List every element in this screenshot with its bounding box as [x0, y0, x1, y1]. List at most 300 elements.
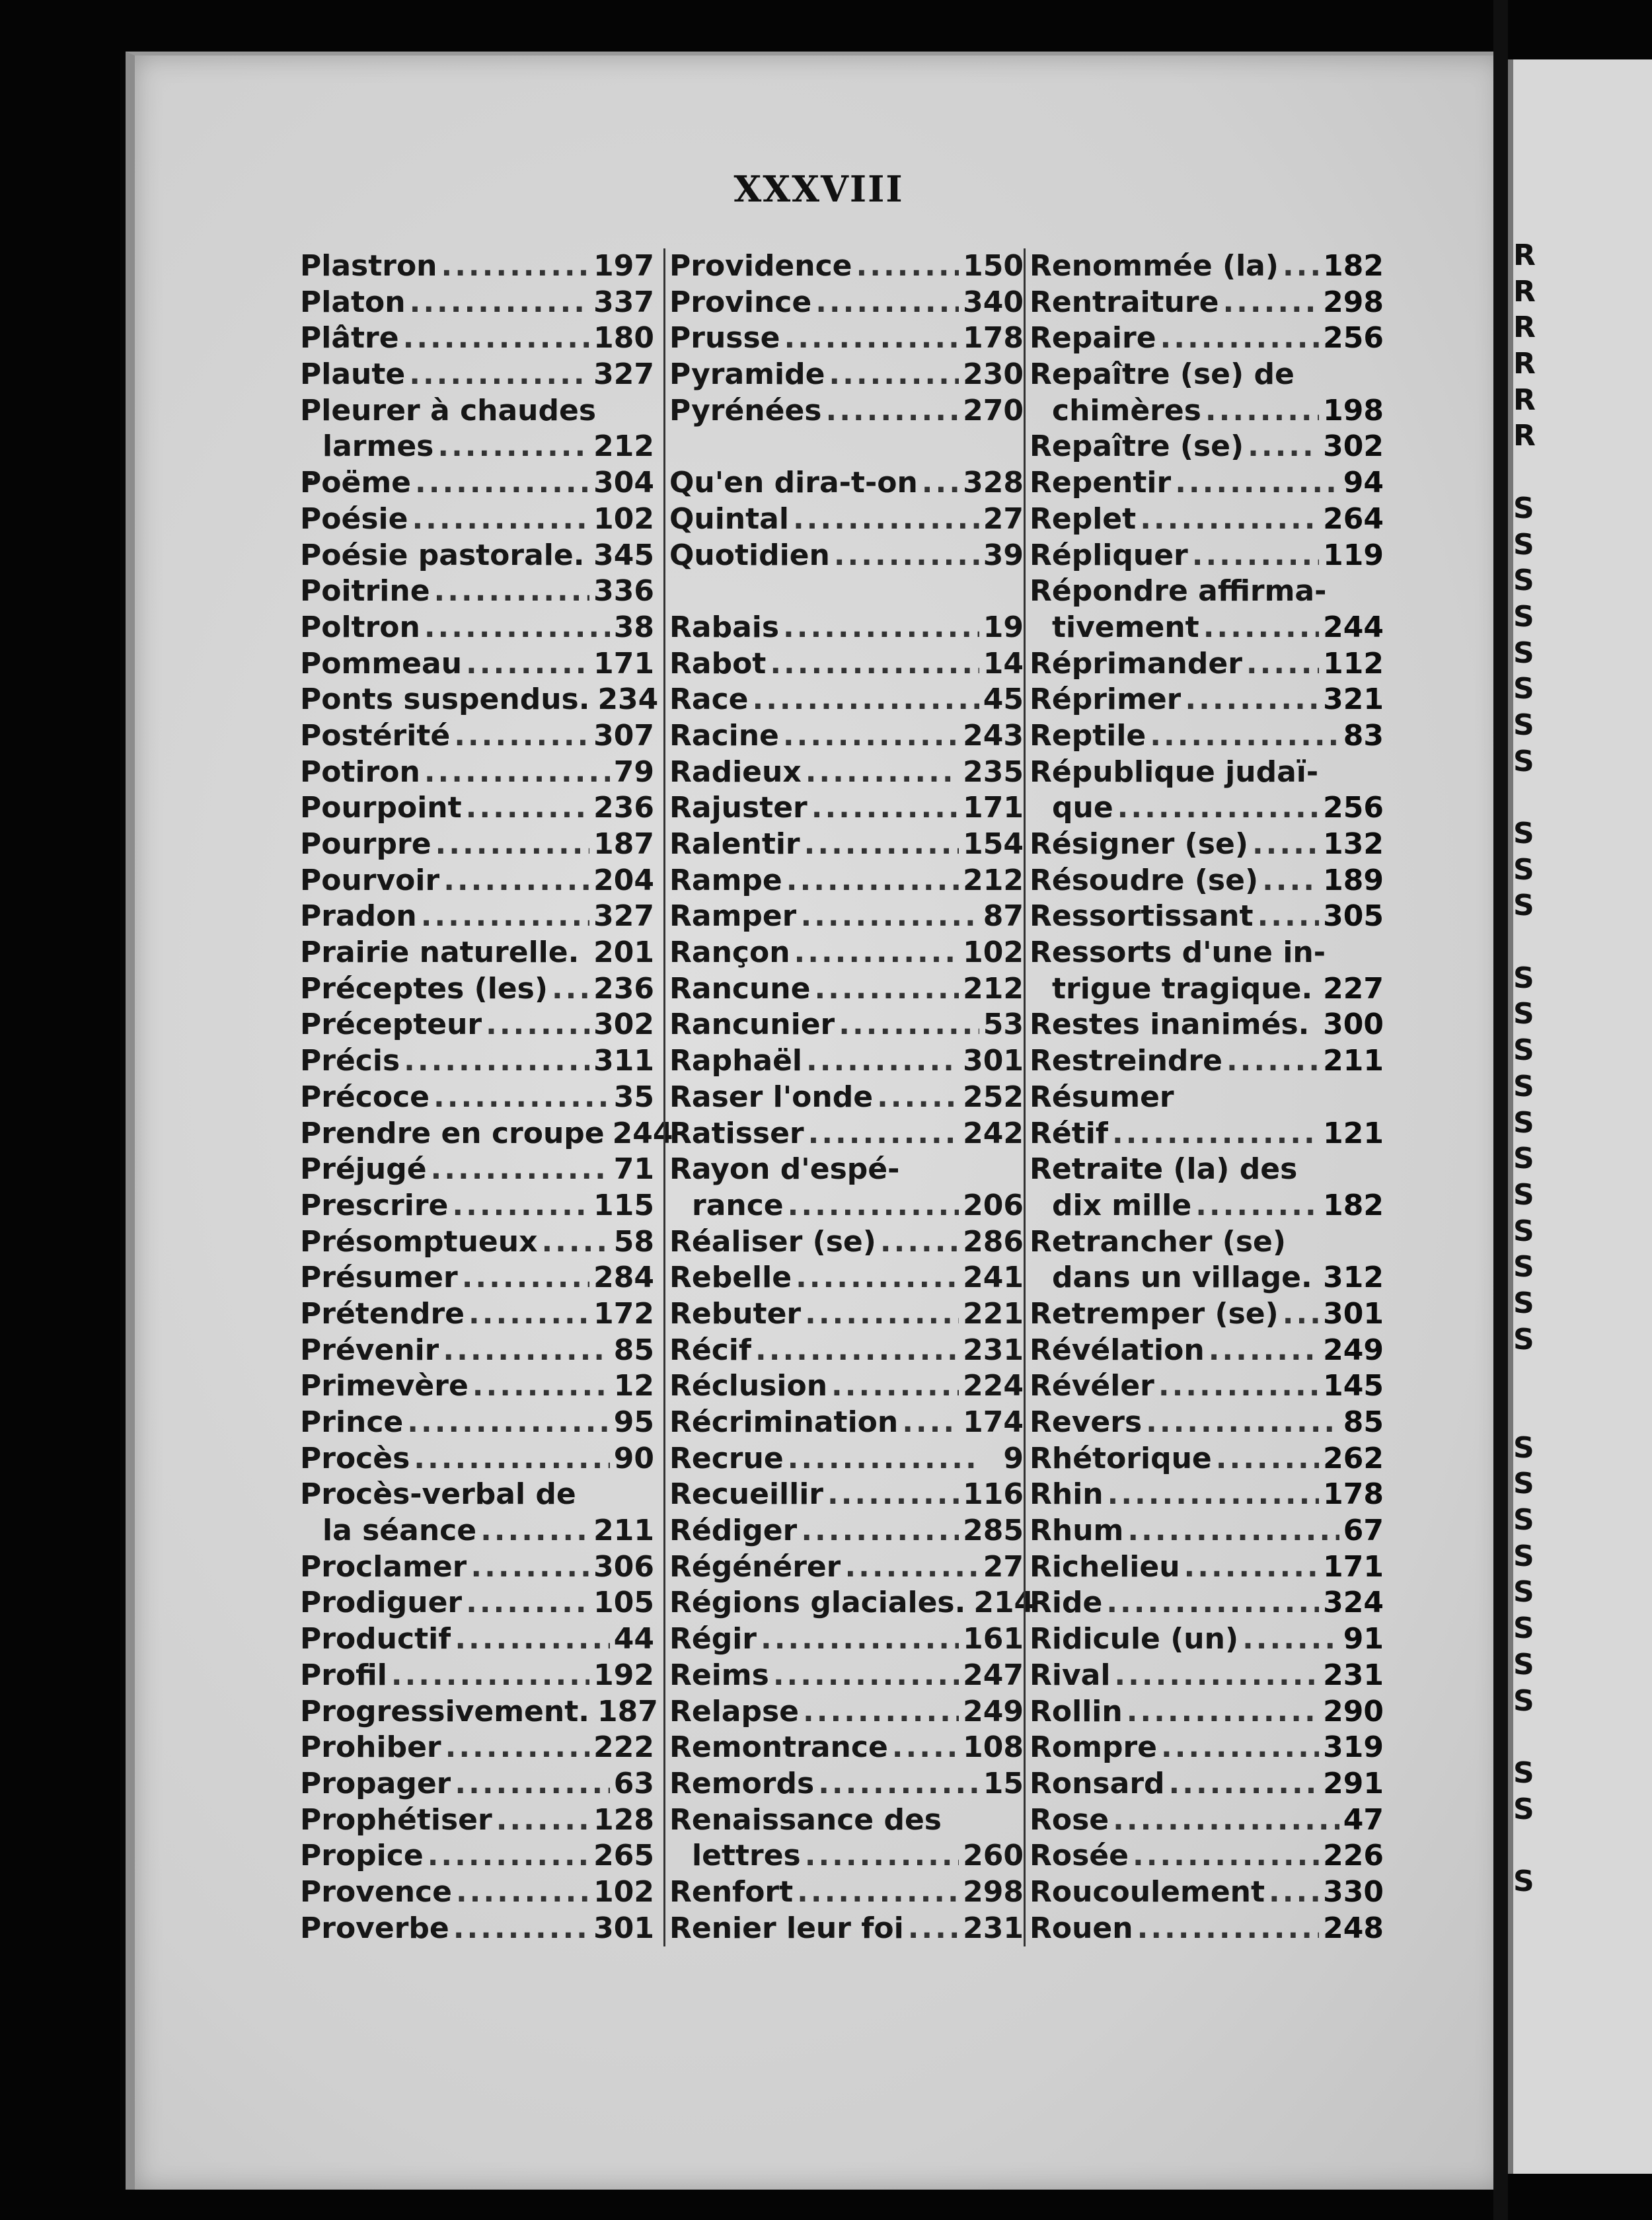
leader-dots	[1262, 863, 1319, 899]
entry-page-number: 227	[1323, 971, 1384, 1006]
entry-page-number: 312	[1323, 1261, 1384, 1295]
index-entry	[669, 1188, 1024, 1224]
leader-dots	[541, 1224, 609, 1261]
entry-term: Rançon	[669, 936, 790, 970]
index-entry	[669, 429, 1024, 465]
facing-page-letter: S	[1513, 564, 1534, 598]
leader-dots	[783, 610, 979, 646]
entry-term: Rebelle	[669, 1261, 792, 1295]
entry-page-number: 171	[1323, 1549, 1384, 1584]
page-folio: XXXVIII	[733, 168, 904, 210]
entry-page-number: 27	[983, 501, 1024, 536]
entry-term: Pyrénées	[669, 393, 822, 427]
leader-dots	[770, 646, 979, 683]
facing-page-letter: S	[1513, 527, 1534, 562]
facing-page-letter: S	[1513, 852, 1534, 887]
entry-term: Repaire	[1030, 321, 1156, 355]
index-entry	[300, 320, 654, 357]
entry-page-number: 285	[963, 1514, 1024, 1548]
leader-dots	[421, 899, 589, 935]
entry-term: Reptile	[1030, 718, 1146, 753]
index-entry	[1030, 320, 1384, 357]
entry-term: Ponts suspendus.	[300, 683, 590, 717]
entry-term: Revers	[1030, 1405, 1143, 1439]
index-entry	[1030, 1694, 1384, 1730]
entry-page-number: 262	[1323, 1441, 1384, 1475]
facing-page-letter: R	[1513, 239, 1536, 272]
entry-page-number: 85	[613, 1333, 654, 1367]
entry-page-number: 150	[963, 249, 1024, 283]
leader-dots	[391, 1658, 589, 1694]
entry-term: Pommeau	[300, 646, 463, 681]
leader-dots	[827, 1477, 959, 1513]
entry-term: Pourvoir	[300, 863, 440, 897]
entry-term: Ride	[1030, 1586, 1103, 1620]
entry-page-number: 197	[593, 249, 654, 283]
facing-page-letter: S	[1513, 1575, 1534, 1610]
index-entry	[669, 248, 1024, 285]
facing-page-letter: S	[1513, 1864, 1534, 1898]
entry-page-number: 231	[1323, 1658, 1384, 1692]
entry-term: Révéler	[1030, 1369, 1154, 1403]
entry-term: Poésie	[300, 501, 408, 536]
entry-term: Radieux	[669, 755, 802, 789]
entry-page-number: 242	[963, 1116, 1024, 1150]
entry-page-number: 112	[1323, 646, 1384, 681]
entry-term: rance	[692, 1188, 784, 1222]
entry-term: Poitrine	[300, 574, 430, 609]
leader-dots	[1192, 538, 1319, 574]
index-entry	[300, 465, 654, 501]
entry-term: Ridicule (un)	[1030, 1622, 1239, 1656]
entry-page-number: 63	[613, 1766, 654, 1800]
leader-dots	[808, 1116, 959, 1152]
facing-page-letter: S	[1513, 997, 1534, 1031]
index-entry	[300, 718, 654, 755]
entry-term: Réclusion	[669, 1369, 828, 1403]
entry-term: Recrue	[669, 1441, 784, 1475]
entry-page-number: 301	[1323, 1296, 1384, 1331]
leader-dots	[1127, 1694, 1319, 1730]
index-entry	[300, 1730, 654, 1766]
leader-dots	[455, 1621, 609, 1658]
index-entry	[300, 1224, 654, 1261]
entry-page-number: 85	[1343, 1405, 1384, 1439]
leader-dots	[428, 1838, 589, 1874]
entry-term: Prodiguer	[300, 1586, 463, 1620]
leader-dots	[480, 1513, 589, 1549]
entry-page-number: 178	[963, 321, 1024, 355]
entry-page-number: 265	[593, 1839, 654, 1873]
index-entry	[1030, 429, 1384, 465]
entry-term: Rancunier	[669, 1008, 835, 1042]
index-entry	[669, 357, 1024, 393]
entry-term: Recueillir	[669, 1477, 823, 1512]
entry-page-number: 154	[963, 827, 1024, 861]
index-entry	[1030, 1405, 1384, 1441]
entry-page-number: 236	[593, 791, 654, 825]
leader-dots	[1283, 248, 1319, 285]
index-entry	[300, 393, 654, 429]
entry-page-number: 307	[593, 718, 654, 753]
facing-page-letter: S	[1513, 708, 1534, 742]
facing-page-letter: R	[1513, 347, 1536, 381]
facing-page-letter	[1513, 1358, 1553, 1394]
entry-page-number: 249	[963, 1694, 1024, 1728]
entry-term: Provence	[300, 1874, 452, 1909]
leader-dots	[845, 1549, 979, 1586]
entry-page-number: 291	[1323, 1766, 1384, 1800]
entry-page-number: 182	[1323, 1188, 1384, 1222]
index-entry	[300, 971, 654, 1008]
entry-page-number: 115	[593, 1188, 654, 1222]
leader-dots	[880, 1224, 959, 1261]
entry-page-number: 270	[963, 393, 1024, 427]
facing-page-letter: S	[1513, 889, 1534, 923]
index-column-1	[300, 248, 673, 1946]
facing-page-letter: S	[1513, 1214, 1534, 1248]
entry-page-number: 256	[1323, 321, 1384, 355]
leader-dots	[1150, 718, 1339, 755]
leader-dots	[443, 1333, 609, 1369]
index-entry	[669, 1911, 1024, 1947]
entry-page-number: 306	[593, 1549, 654, 1584]
index-entry	[300, 1007, 654, 1043]
entry-term: Prohiber	[300, 1730, 441, 1765]
index-entry	[1030, 393, 1384, 429]
index-entry	[669, 1368, 1024, 1405]
entry-page-number: 44	[613, 1622, 654, 1656]
index-entry	[300, 1585, 654, 1621]
entry-page-number: 284	[593, 1261, 654, 1295]
entry-page-number: 119	[1323, 538, 1384, 572]
entry-term: trigue tragique.	[1052, 971, 1313, 1006]
index-entry	[300, 1621, 654, 1658]
entry-term: Renommée (la)	[1030, 249, 1279, 283]
entry-term: Régénérer	[669, 1549, 841, 1584]
leader-dots	[1209, 1333, 1319, 1369]
index-entry	[300, 1694, 658, 1730]
entry-page-number: 174	[963, 1405, 1024, 1439]
facing-page-letter: R	[1513, 311, 1536, 345]
leader-dots	[1175, 465, 1339, 501]
entry-term: Ressortissant	[1030, 899, 1254, 934]
facing-page-letter: S	[1513, 1503, 1534, 1537]
entry-page-number: 301	[593, 1911, 654, 1945]
index-entry	[300, 1043, 654, 1080]
facing-page-letter: S	[1513, 1286, 1534, 1320]
entry-page-number: 206	[963, 1188, 1024, 1222]
entry-term: Réaliser (se)	[669, 1224, 876, 1259]
entry-page-number: 108	[963, 1730, 1024, 1765]
index-entry	[669, 1152, 1024, 1188]
index-entry	[669, 320, 1024, 357]
index-entry	[669, 1802, 1024, 1839]
entry-page-number: 212	[963, 863, 1024, 897]
entry-term: Quotidien	[669, 538, 830, 572]
leader-dots	[469, 1296, 589, 1333]
entry-page-number: 327	[593, 899, 654, 934]
entry-page-number: 15	[983, 1766, 1024, 1800]
index-entry	[300, 429, 654, 465]
facing-page-letter	[1513, 455, 1553, 491]
entry-page-number: 53	[983, 1008, 1024, 1042]
facing-page-letter	[1513, 780, 1553, 816]
entry-term: Rompre	[1030, 1730, 1157, 1765]
facing-page-letter: S	[1513, 636, 1534, 670]
entry-term: Relapse	[669, 1694, 800, 1728]
index-entry	[300, 863, 654, 899]
entry-term: Raser l'onde	[669, 1080, 874, 1114]
facing-page-letter: S	[1513, 1142, 1534, 1176]
entry-page-number: 198	[1323, 393, 1384, 427]
index-entry	[300, 755, 654, 791]
facing-page-letter: S	[1513, 1069, 1534, 1103]
entry-page-number: 38	[613, 610, 654, 644]
index-entry	[669, 935, 1024, 971]
entry-term: Repaître (se)	[1030, 429, 1244, 464]
entry-term: Pourpoint	[300, 791, 462, 825]
index-entry	[300, 1658, 654, 1694]
entry-page-number: 300	[1323, 1008, 1384, 1042]
index-entry	[1030, 1368, 1384, 1405]
entry-term: Rhétorique	[1030, 1441, 1212, 1475]
entry-term: Rouen	[1030, 1911, 1133, 1945]
index-entry	[1030, 1911, 1384, 1947]
entry-term: Rentraiture	[1030, 285, 1219, 319]
index-entry	[669, 646, 1024, 683]
leader-dots	[761, 1621, 959, 1658]
entry-term: Roucoulement	[1030, 1874, 1265, 1909]
index-entry	[300, 1188, 654, 1224]
entry-page-number: 222	[593, 1730, 654, 1765]
leader-dots	[856, 248, 959, 285]
entry-page-number: 27	[983, 1549, 1024, 1584]
entry-term: Ralentir	[669, 827, 800, 861]
index-entry	[1030, 1080, 1384, 1116]
facing-page-letter: S	[1513, 1322, 1534, 1356]
entry-term: Potiron	[300, 755, 420, 789]
leader-dots	[443, 863, 589, 899]
leader-dots	[892, 1730, 959, 1766]
facing-page-letter: S	[1513, 672, 1534, 706]
index-entry	[1030, 1513, 1384, 1549]
entry-term: Plâtre	[300, 321, 399, 355]
index-entry	[669, 393, 1024, 429]
facing-page-letter: R	[1513, 383, 1536, 417]
entry-page-number: 321	[1323, 683, 1384, 717]
index-entry	[300, 285, 654, 321]
index-entry	[1030, 357, 1384, 393]
entry-page-number: 189	[1323, 863, 1384, 897]
entry-term: Préjugé	[300, 1152, 427, 1187]
leader-dots	[814, 971, 959, 1008]
entry-page-number: 180	[593, 321, 654, 355]
facing-page-letter: S	[1513, 1792, 1534, 1826]
index-entry	[1030, 1224, 1384, 1261]
entry-term: Prendre en croupe	[300, 1116, 605, 1150]
index-entry	[669, 1621, 1024, 1658]
leader-dots	[1158, 1368, 1319, 1405]
index-entry	[669, 1260, 1024, 1296]
leader-dots	[908, 1911, 959, 1947]
entry-term: Plastron	[300, 249, 437, 283]
facing-page-letter: R	[1513, 274, 1536, 309]
entry-page-number: 171	[963, 791, 1024, 825]
facing-page-letter: S	[1513, 1647, 1534, 1682]
entry-term: Rampe	[669, 863, 782, 897]
facing-page-letter	[1513, 1394, 1553, 1430]
entry-term: Poésie pastorale.	[300, 538, 585, 572]
entry-term: dix mille	[1052, 1188, 1192, 1222]
entry-page-number: 161	[963, 1622, 1024, 1656]
index-entry	[669, 827, 1024, 863]
entry-page-number: 71	[613, 1152, 654, 1187]
book-gutter	[1493, 0, 1508, 2220]
leader-dots	[424, 755, 610, 791]
entry-page-number: 330	[1323, 1874, 1384, 1909]
entry-term: Présomptueux	[300, 1224, 538, 1259]
entry-page-number: 187	[593, 827, 654, 861]
entry-term: Rabais	[669, 610, 780, 644]
index-entry	[669, 1477, 1024, 1513]
entry-page-number: 67	[1343, 1514, 1384, 1548]
facing-page-letter: S	[1513, 1250, 1534, 1284]
index-entry	[669, 1224, 1024, 1261]
leader-dots	[462, 1260, 589, 1296]
leader-dots	[755, 1333, 959, 1369]
entry-term: Ramper	[669, 899, 797, 934]
leader-dots	[1226, 1043, 1319, 1080]
leader-dots	[1133, 1838, 1319, 1874]
entry-term: Procès-verbal de	[300, 1477, 576, 1512]
leader-dots	[452, 1188, 589, 1224]
entry-term: lettres	[692, 1839, 801, 1873]
leader-dots	[1185, 682, 1319, 718]
index-entry	[1030, 1658, 1384, 1694]
entry-term: Platon	[300, 285, 406, 319]
entry-term: la séance	[322, 1514, 477, 1548]
entry-page-number: 328	[963, 466, 1024, 500]
index-entry	[669, 718, 1024, 755]
entry-term: Précis	[300, 1044, 400, 1078]
entry-page-number: 172	[593, 1296, 654, 1331]
entry-term: Richelieu	[1030, 1549, 1180, 1584]
entry-term: Plaute	[300, 357, 406, 392]
index-entry	[300, 1766, 654, 1802]
leader-dots	[753, 682, 979, 718]
entry-term: Rollin	[1030, 1694, 1123, 1728]
entry-term: Pleurer à chaudes	[300, 393, 597, 427]
entry-page-number: 58	[613, 1224, 654, 1259]
leader-dots	[407, 1405, 609, 1441]
leader-dots	[818, 1766, 979, 1802]
entry-term: Rancune	[669, 971, 811, 1006]
index-entry	[1030, 1441, 1384, 1477]
entry-term: Renaissance des	[669, 1802, 942, 1837]
index-entry	[669, 1116, 1024, 1152]
entry-page-number: 121	[1323, 1116, 1384, 1150]
leader-dots	[1283, 1296, 1319, 1333]
index-entry	[1030, 971, 1384, 1008]
leader-dots	[784, 320, 959, 357]
index-entry	[1030, 899, 1384, 935]
entry-term: Rédiger	[669, 1514, 798, 1548]
index-entry	[669, 755, 1024, 791]
index-entry	[669, 682, 1024, 718]
leader-dots	[414, 1441, 609, 1477]
leader-dots	[1216, 1441, 1319, 1477]
index-entry	[1030, 863, 1384, 899]
entry-term: Providence	[669, 249, 852, 283]
entry-term: Remords	[669, 1766, 815, 1800]
entry-term: Prétendre	[300, 1296, 465, 1331]
leader-dots	[1112, 1116, 1319, 1152]
index-column-3	[1024, 248, 1384, 1946]
index-entry	[1030, 501, 1384, 538]
facing-page-letter	[1513, 1719, 1553, 1756]
entry-term: Proclamer	[300, 1549, 467, 1584]
leader-dots	[441, 248, 590, 285]
entry-term: Procès	[300, 1441, 410, 1475]
entry-page-number: 244	[612, 1116, 673, 1150]
entry-term: Propice	[300, 1839, 424, 1873]
entry-page-number: 290	[1323, 1694, 1384, 1728]
facing-page-letter: S	[1513, 1539, 1534, 1573]
index-entry	[669, 1658, 1024, 1694]
leader-dots	[806, 755, 959, 791]
leader-dots	[403, 320, 590, 357]
leader-dots	[902, 1405, 959, 1441]
index-entry	[669, 971, 1024, 1008]
index-entry	[669, 465, 1024, 501]
entry-term: Prince	[300, 1405, 404, 1439]
leader-dots	[1203, 610, 1319, 646]
index-entry	[669, 1043, 1024, 1080]
index-entry	[300, 682, 659, 718]
index-entry	[300, 1152, 654, 1188]
index-entry	[1030, 1730, 1384, 1766]
entry-page-number: 47	[1343, 1802, 1384, 1837]
entry-page-number: 105	[593, 1586, 654, 1620]
entry-term: Progressivement.	[300, 1694, 589, 1728]
entry-term: Ratisser	[669, 1116, 804, 1150]
leader-dots	[409, 357, 589, 393]
index-entry	[300, 1513, 654, 1549]
index-entry	[300, 646, 654, 683]
index-entry	[300, 538, 654, 574]
entry-term: Rajuster	[669, 791, 807, 825]
leader-dots	[424, 610, 610, 646]
index-entry	[300, 1116, 673, 1152]
entry-page-number: 256	[1323, 791, 1384, 825]
index-entry	[1030, 465, 1384, 501]
index-entry	[300, 1405, 654, 1441]
entry-term: Résoudre (se)	[1030, 863, 1259, 897]
leader-dots	[1161, 1730, 1319, 1766]
index-entry	[300, 1441, 654, 1477]
entry-term: Régir	[669, 1622, 757, 1656]
leader-dots	[773, 1658, 959, 1694]
entry-page-number: 305	[1323, 899, 1384, 934]
index-entry	[669, 501, 1024, 538]
facing-page-letters	[1513, 238, 1553, 1900]
index-entry	[1030, 1116, 1384, 1152]
leader-dots	[466, 790, 589, 827]
leader-dots	[922, 465, 959, 501]
entry-term: Régions glaciales.	[669, 1586, 966, 1620]
leader-dots	[1160, 320, 1320, 357]
